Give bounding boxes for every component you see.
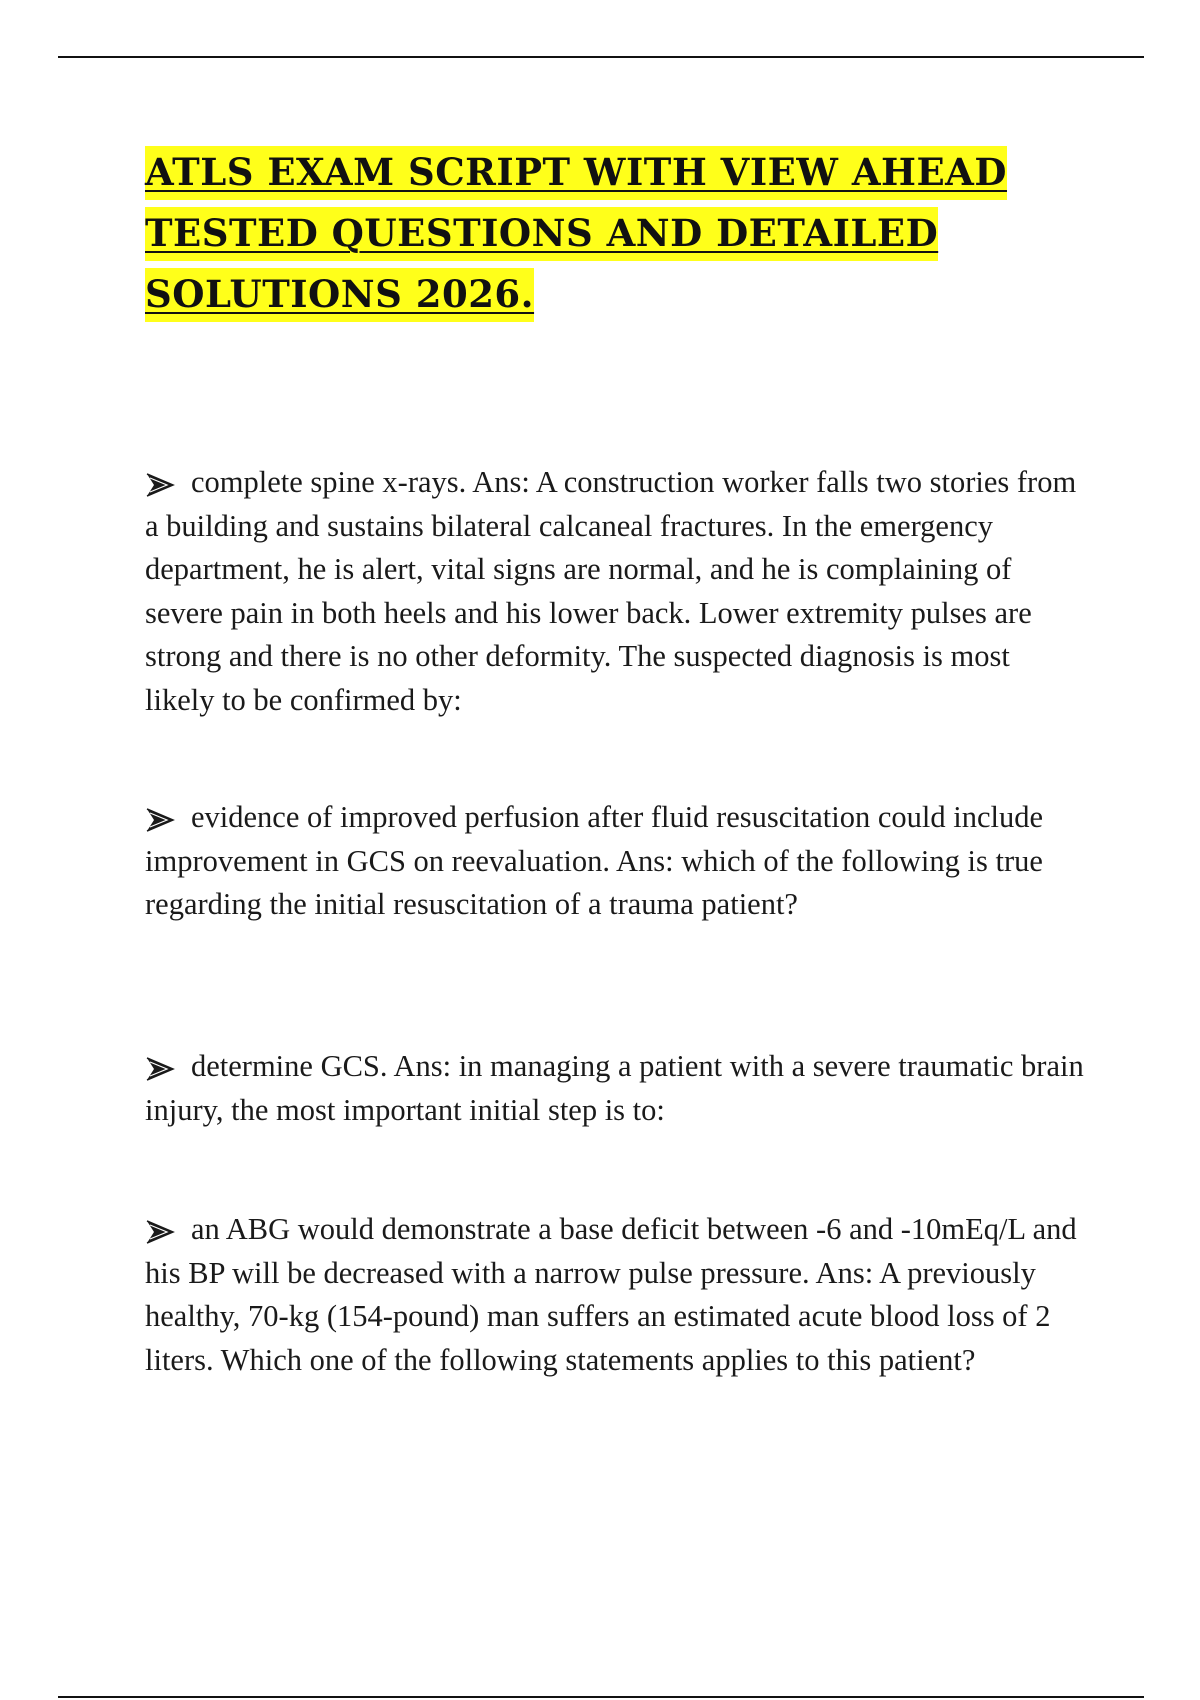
document-title [145,142,1105,325]
arrowhead-bullet-icon [145,1219,191,1245]
top-rule [58,56,1144,58]
arrowhead-bullet-icon [145,807,191,833]
qa-item [145,461,1085,722]
bottom-rule [58,1696,1144,1698]
qa-item [145,796,1085,927]
qa-item [145,1208,1085,1382]
document-title-text: ATLS EXAM SCRIPT WITH VIEW AHEAD TESTED QUESTIONS AND DETAILED SOLUTIONS 2026. [145,146,1007,322]
qa-item [145,1045,1085,1132]
qa-item-text: determine GCS. Ans: in managing a patient with a severe traumatic brain injury, the most important initial step is to: [145,1049,1084,1127]
arrowhead-bullet-icon [145,472,191,498]
arrowhead-bullet-icon [145,1056,191,1082]
qa-item-text: evidence of improved perfusion after fluid resuscitation could include improvement in GCS on reevaluation. Ans: which of the following is true regarding the initial resuscitation of a trauma patient? [145,800,1044,921]
qa-item-text: an ABG would demonstrate a base deficit between -6 and -10mEq/L and his BP will be decreased with a narrow pulse pressure. Ans: A previously healthy, 70-kg (154-pound) man suffers an estimated acute blood loss of 2 liters. Which one of the following statements applies to this patient? [145,1212,1077,1377]
qa-item-text: complete spine x-rays. Ans: A construction worker falls two stories from a building and sustains bilateral calcaneal fractures. In the emergency department, he is alert, vital signs are normal, and he is complaining of severe pain in both heels and his lower back. Lower extremity pulses are strong and there is no other deformity. The suspected diagnosis is most likely to be confirmed by: [145,465,1077,717]
